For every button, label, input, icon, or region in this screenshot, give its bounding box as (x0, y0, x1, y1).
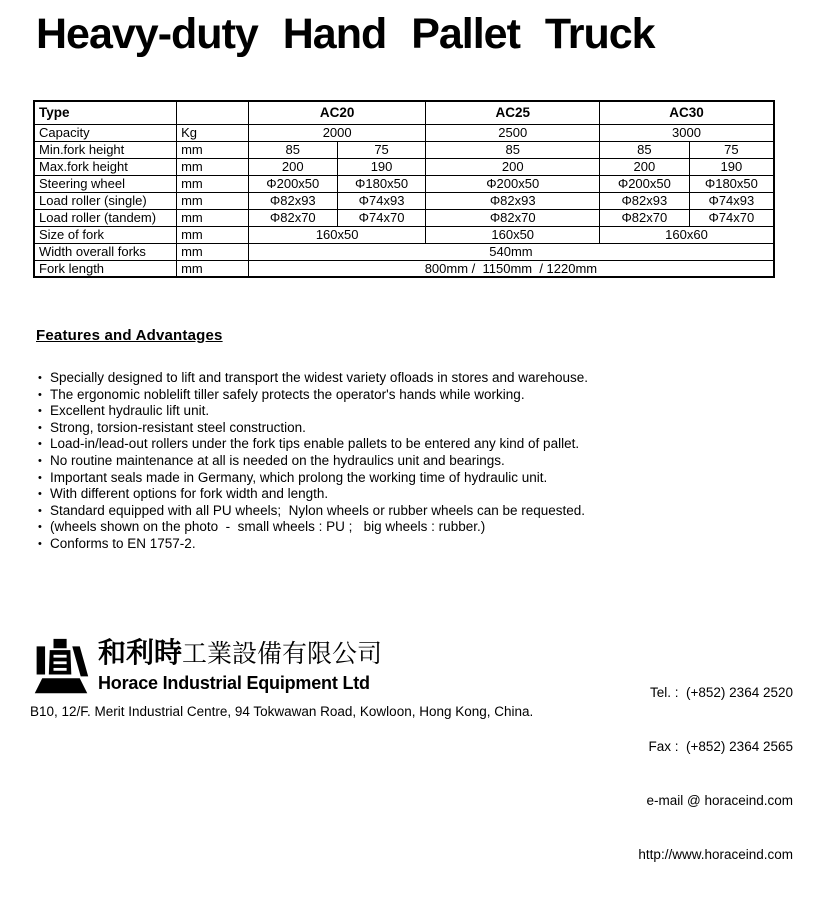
feature-item (36, 436, 796, 453)
table-row-min-fork-height (34, 141, 774, 158)
table-cell: 85 (426, 141, 600, 158)
feature-text: Conforms to EN 1757-2. (50, 535, 196, 551)
table-cell: Φ82x93 (426, 192, 600, 209)
table-cell: Φ82x93 (599, 192, 689, 209)
feature-item (36, 503, 796, 520)
table-cell: 160x50 (426, 226, 600, 243)
header-ac25: AC25 (426, 101, 600, 124)
row-label: Load roller (tandem) (34, 209, 177, 226)
table-cell: 190 (337, 158, 426, 175)
row-unit: mm (177, 243, 249, 260)
company-logo-block (31, 636, 382, 698)
contact-tel: Tel. : (+852) 2364 2520 (650, 685, 793, 700)
table-cell: 160x50 (248, 226, 426, 243)
features-heading: Features and Advantages (36, 327, 223, 344)
table-cell: Φ82x70 (248, 209, 337, 226)
row-label: Load roller (single) (34, 192, 177, 209)
feature-text: Load-in/lead-out rollers under the fork tips enable pallets to be entered any kind of pallet. (50, 436, 580, 452)
table-cell: 200 (599, 158, 689, 175)
table-cell: Φ82x70 (426, 209, 600, 226)
header-ac20: AC20 (248, 101, 426, 124)
contact-block (638, 648, 793, 900)
table-cell: 160x60 (599, 226, 774, 243)
table-cell: 75 (689, 141, 774, 158)
table-cell: Φ200x50 (599, 175, 689, 192)
feature-item (36, 370, 796, 387)
bullet-icon: • (38, 405, 42, 418)
feature-text: With different options for fork width and length. (50, 486, 329, 502)
feature-item (36, 387, 796, 404)
table-cell: 190 (689, 158, 774, 175)
feature-item (36, 519, 796, 536)
feature-text: Excellent hydraulic lift unit. (50, 403, 210, 419)
contact-email: e-mail @ horaceind.com (646, 793, 793, 808)
feature-item (36, 486, 796, 503)
feature-item (36, 420, 796, 437)
row-unit: Kg (177, 124, 249, 141)
table-row-steering-wheel (34, 175, 774, 192)
table-cell: 540mm (248, 243, 774, 260)
row-unit: mm (177, 260, 249, 277)
feature-text: The ergonomic noblelift tiller safely protects the operator's hands while working. (50, 386, 525, 402)
table-cell: Φ74x70 (689, 209, 774, 226)
table-cell: 200 (248, 158, 337, 175)
bullet-icon: • (38, 521, 42, 534)
table-header-row (34, 101, 774, 124)
feature-text: Standard equipped with all PU wheels; Nylon wheels or rubber wheels can be requested. (50, 502, 586, 518)
table-row-load-roller-single (34, 192, 774, 209)
contact-website: http://www.horaceind.com (638, 847, 793, 862)
feature-text: Strong, torsion-resistant steel construction. (50, 419, 306, 435)
row-label: Steering wheel (34, 175, 177, 192)
bullet-icon: • (38, 438, 42, 451)
feature-item (36, 536, 796, 553)
table-cell: Φ180x50 (689, 175, 774, 192)
company-name-chinese-bold: 和利時 (98, 637, 183, 668)
table-row-max-fork-height (34, 158, 774, 175)
table-cell: Φ74x93 (337, 192, 426, 209)
table-cell: 2000 (248, 124, 426, 141)
feature-text: Specially designed to lift and transport the widest variety ofloads in stores and warehouse. (50, 370, 589, 385)
header-ac30: AC30 (599, 101, 774, 124)
table-cell: Φ180x50 (337, 175, 426, 192)
row-label: Size of fork (34, 226, 177, 243)
row-label: Max.fork height (34, 158, 177, 175)
row-unit: mm (177, 141, 249, 158)
company-names (98, 636, 382, 693)
header-type: Type (34, 101, 177, 124)
row-label: Min.fork height (34, 141, 177, 158)
feature-item (36, 453, 796, 470)
company-logo-icon (31, 636, 91, 698)
table-cell: 200 (426, 158, 600, 175)
header-unit-col (177, 101, 249, 124)
row-label: Width overall forks (34, 243, 177, 260)
bullet-icon: • (38, 504, 42, 517)
table-row-size-of-fork (34, 226, 774, 243)
bullet-icon: • (38, 537, 42, 550)
bullet-icon: • (38, 372, 42, 384)
bullet-icon: • (38, 454, 42, 467)
row-unit: mm (177, 158, 249, 175)
bullet-icon: • (38, 471, 42, 484)
feature-text: Important seals made in Germany, which prolong the working time of hydraulic unit. (50, 469, 548, 485)
table-cell: 85 (248, 141, 337, 158)
company-name-chinese-rest: 工業設備有限公司 (182, 640, 383, 668)
row-unit: mm (177, 192, 249, 209)
bullet-icon: • (38, 488, 42, 501)
table-cell: 800mm / 1150mm / 1220mm (248, 260, 774, 277)
feature-item (36, 403, 796, 420)
table-cell: Φ74x93 (689, 192, 774, 209)
company-address: B10, 12/F. Merit Industrial Centre, 94 Tokwawan Road, Kowloon, Hong Kong, China. (30, 704, 534, 719)
row-unit: mm (177, 226, 249, 243)
table-cell: 85 (599, 141, 689, 158)
row-label: Capacity (34, 124, 177, 141)
table-row-width-overall-forks (34, 243, 774, 260)
spec-table (33, 100, 775, 278)
table-cell: Φ74x70 (337, 209, 426, 226)
bullet-icon: • (38, 388, 42, 401)
table-cell: 75 (337, 141, 426, 158)
contact-fax: Fax : (+852) 2364 2565 (648, 739, 793, 754)
row-label: Fork length (34, 260, 177, 277)
table-row-load-roller-tandem (34, 209, 774, 226)
feature-text: (wheels shown on the photo - small wheels : PU ; big wheels : rubber.) (50, 519, 486, 535)
table-cell: Φ82x70 (599, 209, 689, 226)
row-unit: mm (177, 209, 249, 226)
table-cell: Φ200x50 (426, 175, 600, 192)
company-name-english: Horace Industrial Equipment Ltd (98, 673, 370, 693)
table-cell: Φ82x93 (248, 192, 337, 209)
row-unit: mm (177, 175, 249, 192)
page-title: Heavy-duty Hand Pallet Truck (36, 10, 655, 58)
table-cell: 2500 (426, 124, 600, 141)
table-cell: 3000 (599, 124, 774, 141)
bullet-icon: • (38, 421, 42, 434)
table-row-capacity (34, 124, 774, 141)
table-row-fork-length (34, 260, 774, 277)
table-cell: Φ200x50 (248, 175, 337, 192)
features-section (36, 327, 796, 553)
company-name-chinese (98, 638, 382, 673)
feature-text: No routine maintenance at all is needed on the hydraulics unit and bearings. (50, 452, 505, 468)
feature-item (36, 470, 796, 487)
features-list (36, 370, 796, 553)
